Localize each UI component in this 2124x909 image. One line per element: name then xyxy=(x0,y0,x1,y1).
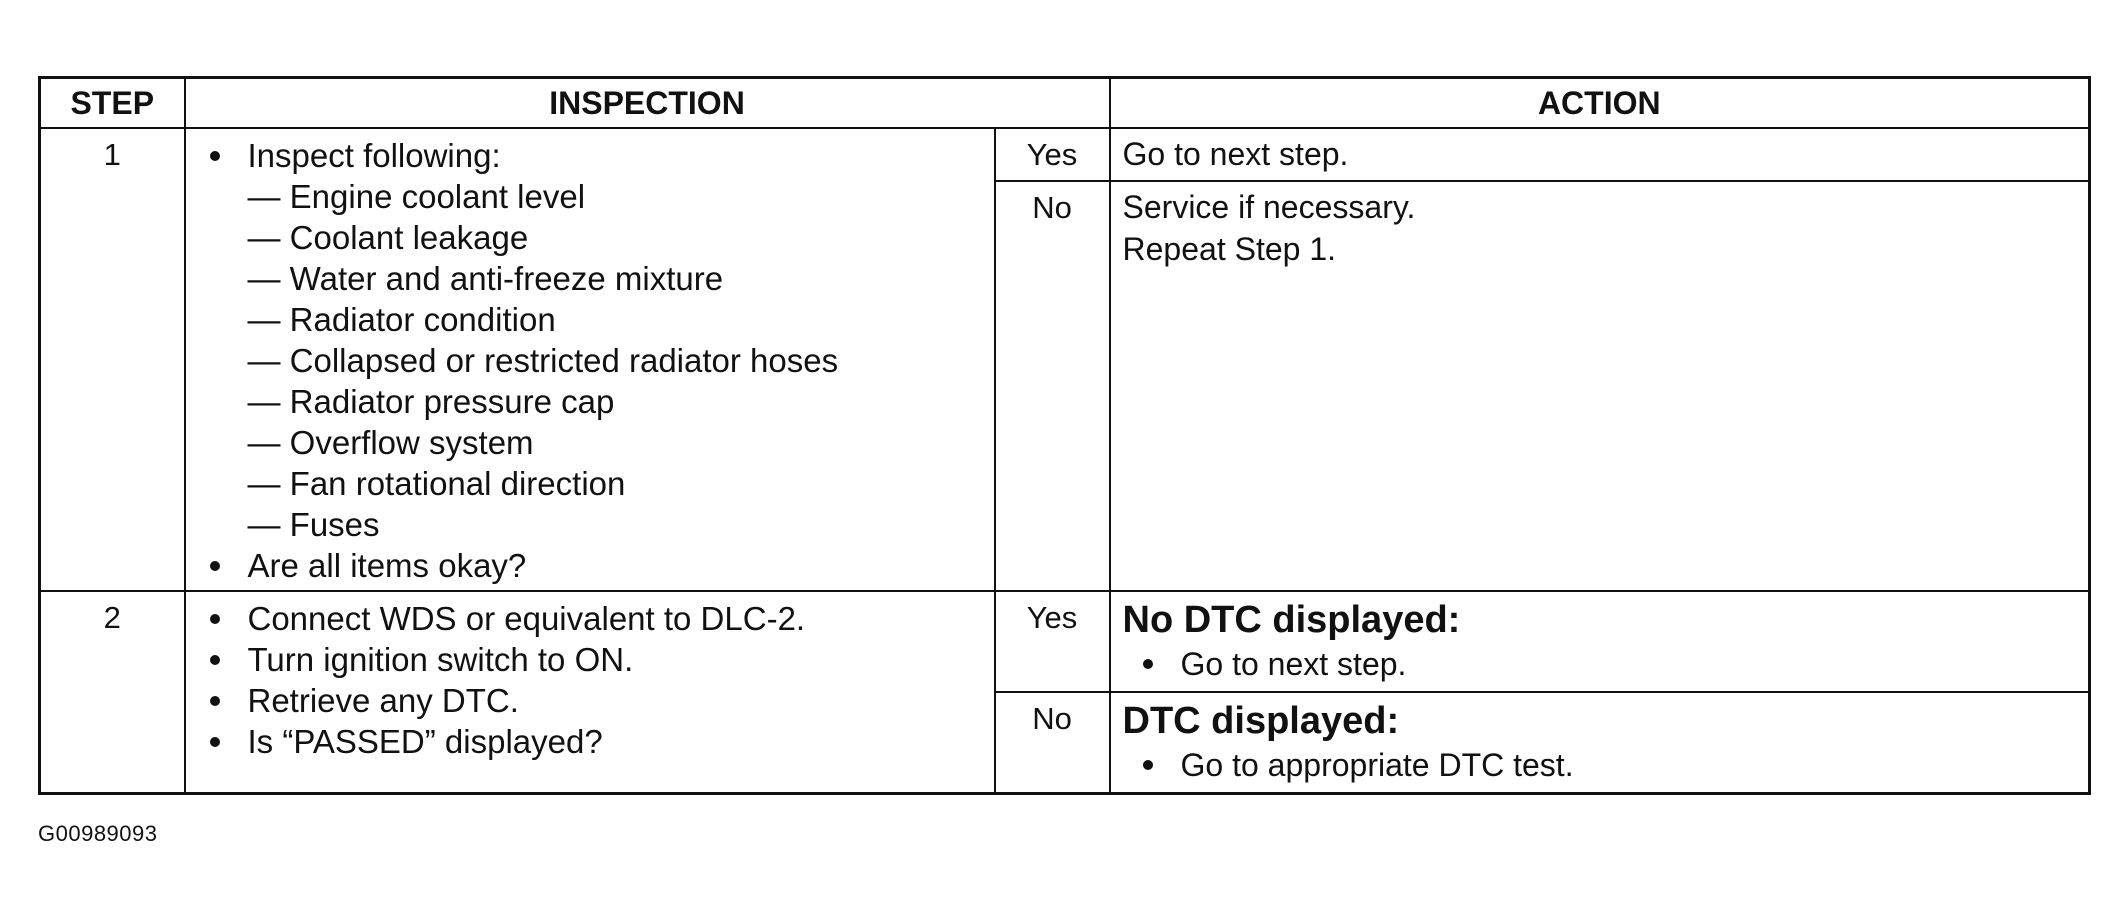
step-2-number: 2 xyxy=(40,591,185,793)
step-1-intro xyxy=(204,135,984,545)
step-1-number: 1 xyxy=(40,128,185,591)
step-header: STEP xyxy=(40,78,185,129)
step-2-yes-label: Yes xyxy=(995,591,1110,692)
check-item: — Overflow system xyxy=(247,424,534,461)
step-2-yes-heading: No DTC displayed: xyxy=(1122,599,1461,641)
check-item: — Collapsed or restricted radiator hoses xyxy=(247,342,839,379)
check-item: — Radiator condition xyxy=(247,301,556,338)
table-header-row xyxy=(40,78,2090,129)
check-item: — Fuses xyxy=(247,506,380,543)
step-1-check-items xyxy=(204,176,984,545)
check-item: — Water and anti-freeze mixture xyxy=(247,260,724,297)
step-2-bullet: Turn ignition switch to ON. xyxy=(204,639,984,680)
step-2-yes-action xyxy=(1110,591,2090,692)
diagnostic-procedure xyxy=(38,76,2088,846)
step-1-inspection xyxy=(185,128,995,591)
action-header: ACTION xyxy=(1110,78,2090,129)
diagnostic-table xyxy=(38,76,2091,795)
step-1-question: Are all items okay? xyxy=(204,545,984,586)
step-2-no-heading: DTC displayed: xyxy=(1122,700,1400,742)
check-item: — Engine coolant level xyxy=(247,178,586,215)
step-2-bullet: Is “PASSED” displayed? xyxy=(204,721,984,762)
check-item: — Radiator pressure cap xyxy=(247,383,615,420)
inspection-header: INSPECTION xyxy=(185,78,1110,129)
step-1-yes-row xyxy=(40,128,2090,181)
step-1-intro-text: Inspect following: xyxy=(247,137,501,174)
step-1-no-action-line: Repeat Step 1. xyxy=(1122,231,1336,268)
step-1-yes-label: Yes xyxy=(995,128,1110,181)
step-2-no-action xyxy=(1110,692,2090,793)
check-item: — Coolant leakage xyxy=(247,219,529,256)
step-2-inspection xyxy=(185,591,995,793)
step-2-inspection-list xyxy=(204,598,984,762)
step-1-no-label: No xyxy=(995,181,1110,591)
figure-code: G00989093 xyxy=(38,821,158,846)
step-1-no-action-line: Service if necessary. xyxy=(1122,189,1416,226)
step-2-yes-bullet: Go to next step. xyxy=(1123,644,2077,684)
step-2-bullet: Connect WDS or equivalent to DLC-2. xyxy=(204,598,984,639)
step-1-yes-action: Go to next step. xyxy=(1110,128,2090,181)
step-2-yes-row xyxy=(40,591,2090,692)
step-2-bullet: Retrieve any DTC. xyxy=(204,680,984,721)
step-2-no-label: No xyxy=(995,692,1110,793)
check-item: — Fan rotational direction xyxy=(247,465,626,502)
step-1-inspection-list xyxy=(204,135,984,586)
step-2-no-bullet: Go to appropriate DTC test. xyxy=(1123,745,2077,785)
step-1-no-action xyxy=(1110,181,2090,591)
